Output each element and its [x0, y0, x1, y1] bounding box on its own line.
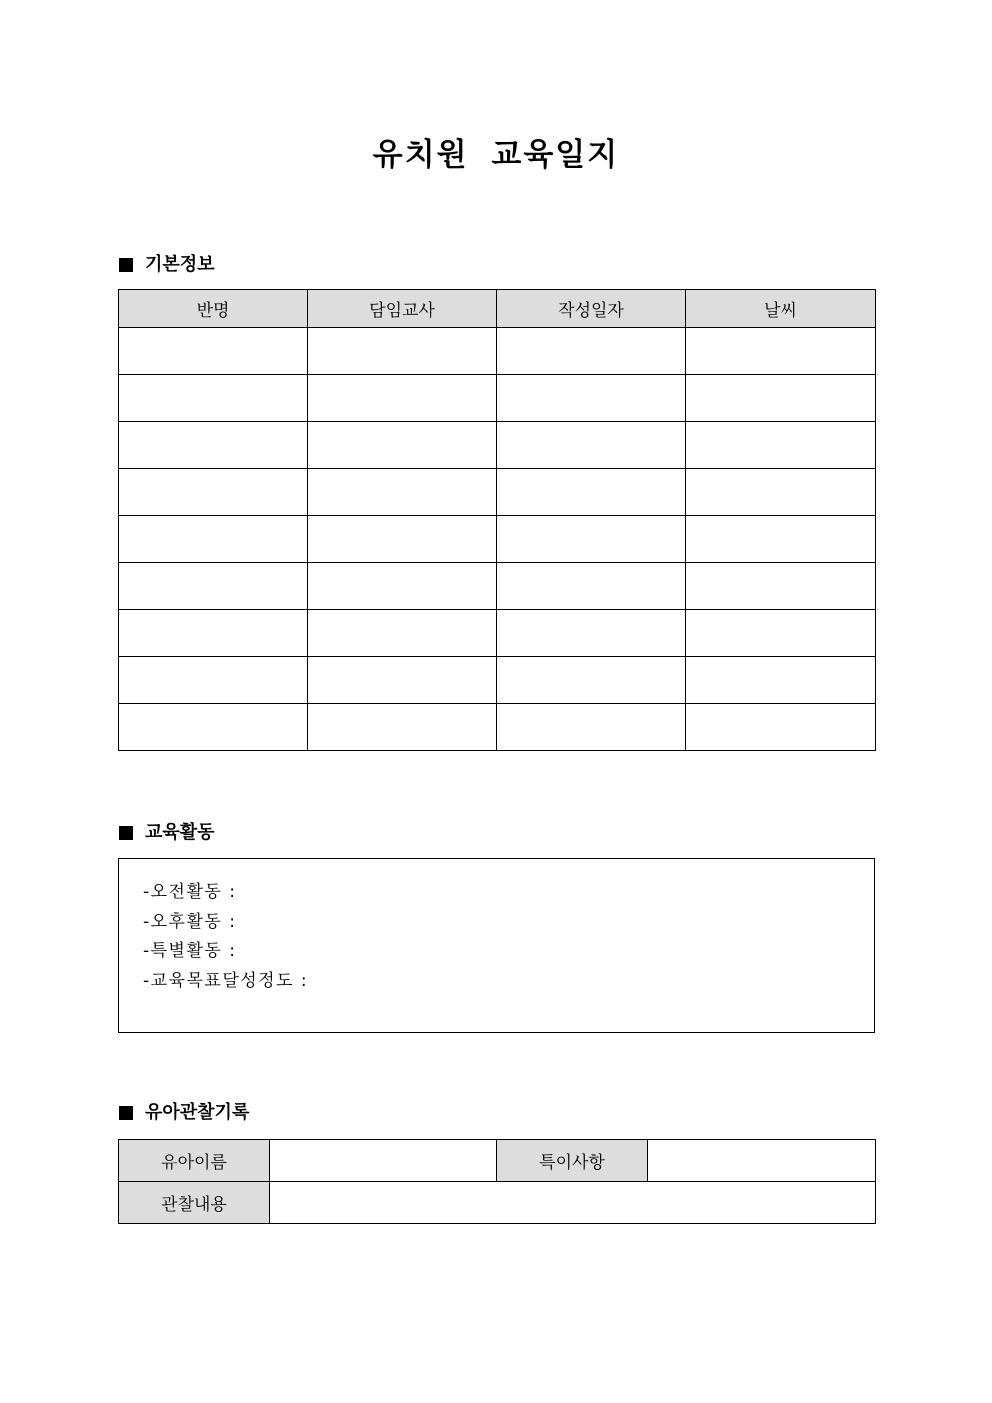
section-heading-basic-info [119, 253, 215, 277]
teacher-cell[interactable] [308, 422, 497, 469]
weather-cell[interactable] [686, 469, 876, 516]
table-row [119, 328, 876, 375]
table-row [119, 563, 876, 610]
special-notes-field[interactable] [648, 1140, 876, 1182]
teacher-cell[interactable] [308, 516, 497, 563]
activity-item-special: -특별활동 : [143, 941, 237, 961]
weather-cell[interactable] [686, 563, 876, 610]
class-name-cell[interactable] [119, 610, 308, 657]
date-cell[interactable] [497, 422, 686, 469]
date-cell[interactable] [497, 657, 686, 704]
date-cell[interactable] [497, 610, 686, 657]
class-name-cell[interactable] [119, 516, 308, 563]
teacher-cell[interactable] [308, 375, 497, 422]
weather-cell[interactable] [686, 422, 876, 469]
section-heading-activities [119, 821, 215, 845]
table-row [119, 704, 876, 751]
table-row [119, 610, 876, 657]
child-name-label: 유아이름 [119, 1140, 270, 1182]
teacher-cell[interactable] [308, 469, 497, 516]
activity-item-morning: -오전활동 : [143, 882, 237, 902]
basic-info-table [118, 289, 876, 751]
date-cell[interactable] [497, 563, 686, 610]
date-cell[interactable] [497, 469, 686, 516]
square-bullet-icon [119, 826, 133, 840]
teacher-cell[interactable] [308, 610, 497, 657]
class-name-cell[interactable] [119, 328, 308, 375]
date-cell[interactable] [497, 375, 686, 422]
activity-item-afternoon: -오후활동 : [143, 911, 237, 932]
column-header-class-name: 반명 [119, 290, 308, 328]
document-title: 유치원 교육일지 [372, 137, 620, 173]
teacher-cell[interactable] [308, 657, 497, 704]
weather-cell[interactable] [686, 610, 876, 657]
weather-cell[interactable] [686, 516, 876, 563]
class-name-cell[interactable] [119, 375, 308, 422]
date-cell[interactable] [497, 516, 686, 563]
section-heading-observation [119, 1101, 249, 1125]
table-row [119, 516, 876, 563]
class-name-cell[interactable] [119, 469, 308, 516]
section-heading-label: 기본정보 [145, 254, 215, 275]
weather-cell[interactable] [686, 657, 876, 704]
section-heading-label: 교육활동 [145, 822, 215, 843]
observation-content-label: 관찰내용 [119, 1182, 270, 1224]
weather-cell[interactable] [686, 328, 876, 375]
column-header-weather: 날씨 [686, 290, 876, 328]
section-heading-label: 유아관찰기록 [145, 1102, 250, 1123]
table-header-row [119, 290, 876, 328]
class-name-cell[interactable] [119, 563, 308, 610]
teacher-cell[interactable] [308, 563, 497, 610]
weather-cell[interactable] [686, 704, 876, 751]
activity-list [143, 878, 308, 996]
class-name-cell[interactable] [119, 657, 308, 704]
observation-table [118, 1139, 876, 1224]
teacher-cell[interactable] [308, 704, 497, 751]
table-row [119, 422, 876, 469]
special-notes-label: 특이사항 [497, 1140, 648, 1182]
table-row [119, 1140, 876, 1182]
table-row [119, 657, 876, 704]
child-name-field[interactable] [270, 1140, 497, 1182]
table-row [119, 375, 876, 422]
table-row [119, 1182, 876, 1224]
table-row [119, 469, 876, 516]
column-header-date: 작성일자 [497, 290, 686, 328]
activity-box[interactable] [118, 858, 875, 1033]
column-header-teacher: 담임교사 [308, 290, 497, 328]
activity-item-goal-achievement: -교육목표달성정도 : [143, 970, 309, 991]
class-name-cell[interactable] [119, 422, 308, 469]
date-cell[interactable] [497, 328, 686, 375]
date-cell[interactable] [497, 704, 686, 751]
teacher-cell[interactable] [308, 328, 497, 375]
class-name-cell[interactable] [119, 704, 308, 751]
observation-content-field[interactable] [270, 1182, 876, 1224]
square-bullet-icon [119, 258, 133, 272]
weather-cell[interactable] [686, 375, 876, 422]
square-bullet-icon [119, 1106, 133, 1120]
